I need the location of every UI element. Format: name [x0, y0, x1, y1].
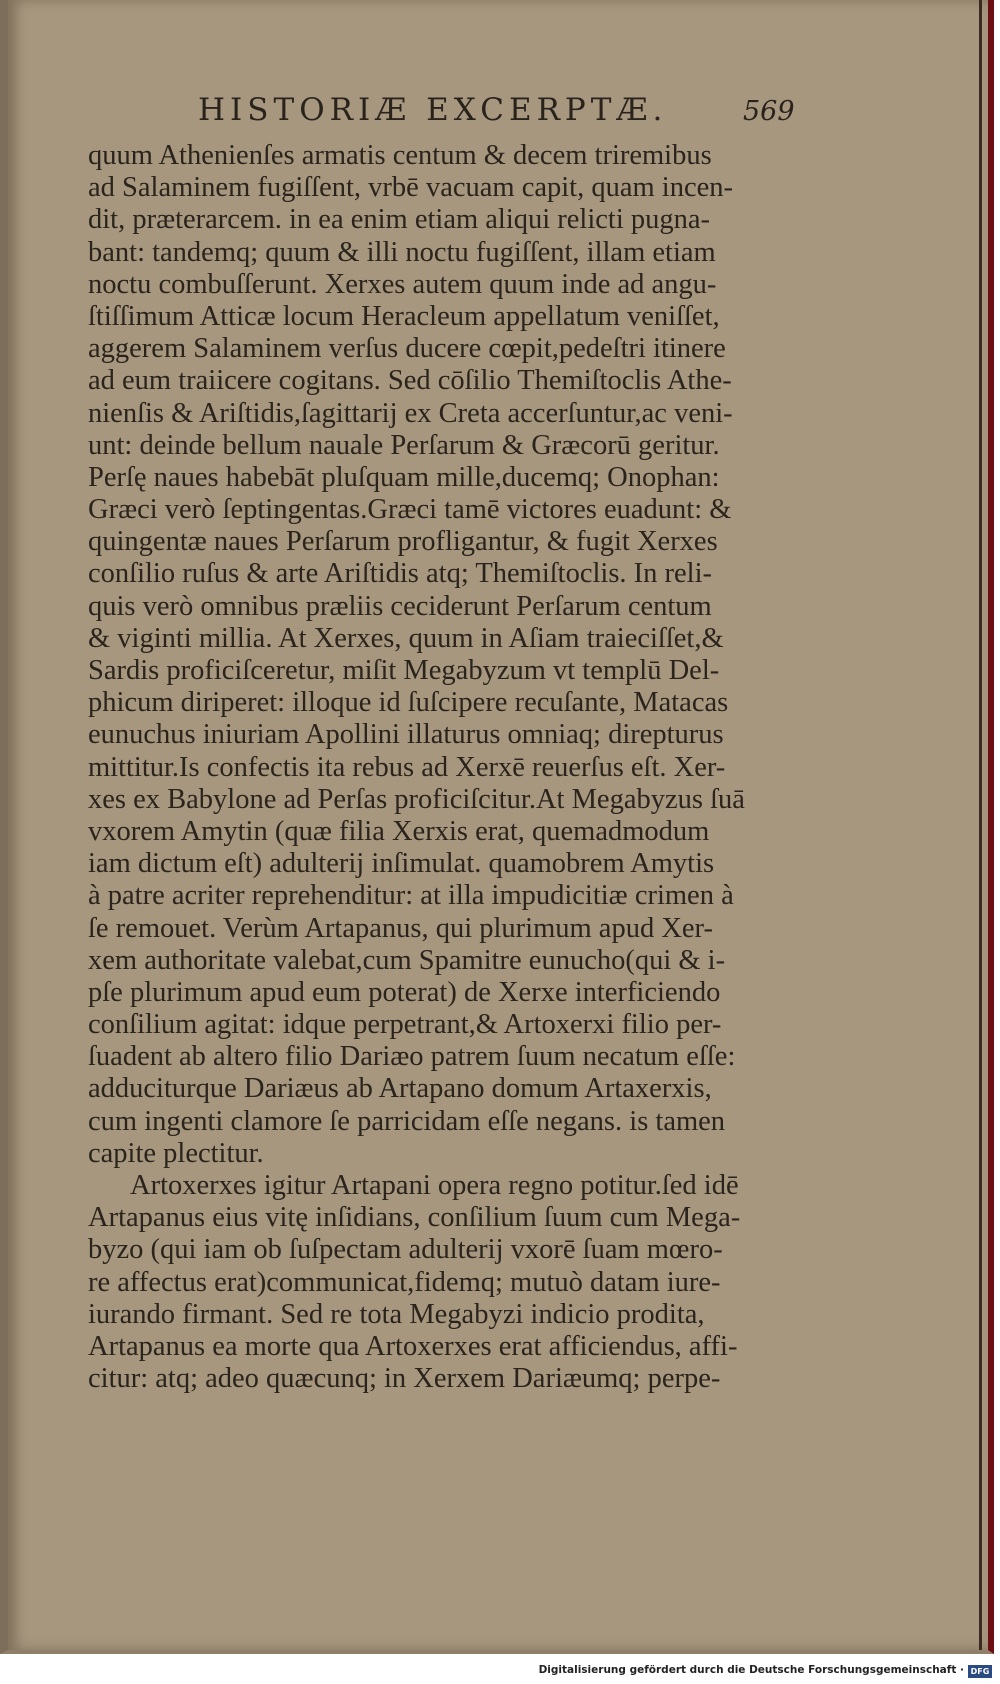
- text-line: iam dictum eſt) adulterij inſimulat. quamobrem Amytis: [88, 848, 715, 880]
- text-line: quis verò omnibus præliis ceciderunt Perſarum centum: [88, 590, 712, 622]
- text-line: ad Salaminem fugiſſent, vrbē vacuam capit, quam incen-: [88, 172, 733, 204]
- text-line: byzo (qui iam ob ſuſpectam adulterij vxorē ſuam mœro-: [88, 1234, 723, 1266]
- text-line: & viginti millia. At Xerxes, quum in Aſiam traieciſſet,&: [88, 622, 724, 654]
- text-line: ſuadent ab altero filio Dariæo patrem ſuum necatum eſſe:: [88, 1041, 736, 1073]
- text-line: dit, præterarcem. in ea enim etiam aliqui relicti pugna-: [88, 204, 711, 236]
- body-text: [88, 140, 793, 1395]
- text-line: quingentæ naues Perſarum profligantur, & fugit Xerxes: [88, 526, 718, 558]
- text-line: ſtiſſimum Atticæ locum Heracleum appellatum veniſſet,: [88, 300, 720, 332]
- funding-credit: Digitalisierung gefördert durch die Deutsche Forschungsgemeinschaft ·: [538, 1664, 964, 1676]
- text-line: nienſis & Ariſtidis,ſagittarij ex Creta accerſuntur,ac veni-: [88, 397, 733, 429]
- text-line: vxorem Amytin (quæ filia Xerxis erat, quemadmodum: [88, 815, 710, 847]
- text-line: aggerem Salaminem verſus ducere cœpit,pedeſtri itinere: [88, 333, 726, 365]
- text-line: re affectus erat)communicat,fidemq; mutuò datam iure-: [88, 1266, 721, 1298]
- page-edge: [979, 0, 982, 1650]
- dfg-logo-icon: DFG: [968, 1665, 992, 1678]
- text-line: noctu combuſſerunt. Xerxes autem quum inde ad angu-: [88, 268, 717, 300]
- text-line: citur: atq; adeo quæcunq; in Xerxem Dariæumq; perpe-: [88, 1363, 721, 1395]
- text-line: unt: deinde bellum nauale Perſarum & Græcorū geritur.: [88, 429, 720, 461]
- running-head-title: HISTORIÆ EXCERPTÆ.: [198, 92, 668, 128]
- text-line: cum ingenti clamore ſe parricidam eſſe negans. is tamen: [88, 1105, 726, 1137]
- text-line: bant: tandemq; quum & illi noctu fugiſſent, illam etiam: [88, 236, 716, 268]
- digitization-footer: [538, 1664, 992, 1680]
- text-line: Artapanus ea morte qua Artoxerxes erat afficiendus, affi-: [88, 1330, 738, 1362]
- text-line: mittitur.Is confectis ita rebus ad Xerxē reuerſus eſt. Xer-: [88, 751, 726, 783]
- text-line: adduciturque Dariæus ab Artapano domum Artaxerxis,: [88, 1073, 712, 1105]
- page-number: 569: [743, 96, 795, 127]
- text-line: conſilium agitat: idque perpetrant,& Artoxerxi filio per-: [88, 1009, 722, 1041]
- text-line: phicum diriperet: illoque id ſuſcipere recuſante, Matacas: [88, 687, 729, 719]
- text-line: Sardis proficiſceretur, miſit Megabyzum vt templū Del-: [88, 655, 720, 686]
- text-line: iurando firmant. Sed re tota Megabyzi indicio prodita,: [88, 1298, 705, 1330]
- text-line: xem authoritate valebat,cum Spamitre eunucho(qui & i-: [88, 944, 726, 976]
- text-line: Græci verò ſeptingentas.Græci tamē victores euadunt: &: [88, 494, 732, 526]
- paragraph-start-line: Artoxerxes igitur Artapani opera regno potitur.ſed idē: [130, 1170, 739, 1201]
- text-line: quum Athenienſes armatis centum & decem triremibus: [88, 140, 712, 171]
- text-line: ſe remouet. Verùm Artapanus, qui plurimum apud Xer-: [88, 912, 713, 944]
- text-line: Artapanus eius vitę inſidians, conſilium ſuum cum Mega-: [88, 1202, 741, 1234]
- text-line: eunuchus iniuriam Apollini illaturus omniaq; direpturus: [88, 719, 724, 751]
- text-line: à patre acriter reprehenditur: at illa impudicitiæ crimen à: [88, 880, 734, 912]
- text-line: ad eum traiicere cogitans. Sed cōſilio Themiſtoclis Athe-: [88, 365, 732, 397]
- running-head: [198, 92, 798, 132]
- text-line: xes ex Babylone ad Perſas proficiſcitur.At Megabyzus ſuā: [88, 783, 745, 815]
- text-line: pſe plurimum apud eum poterat) de Xerxe interficiendo: [88, 976, 721, 1008]
- text-line: Perſę naues habebāt pluſquam mille,ducemq; Onophan:: [88, 461, 720, 493]
- text-line: capite plectitur.: [88, 1137, 264, 1169]
- text-line: conſilio ruſus & arte Ariſtidis atq; Themiſtoclis. In reli-: [88, 558, 712, 590]
